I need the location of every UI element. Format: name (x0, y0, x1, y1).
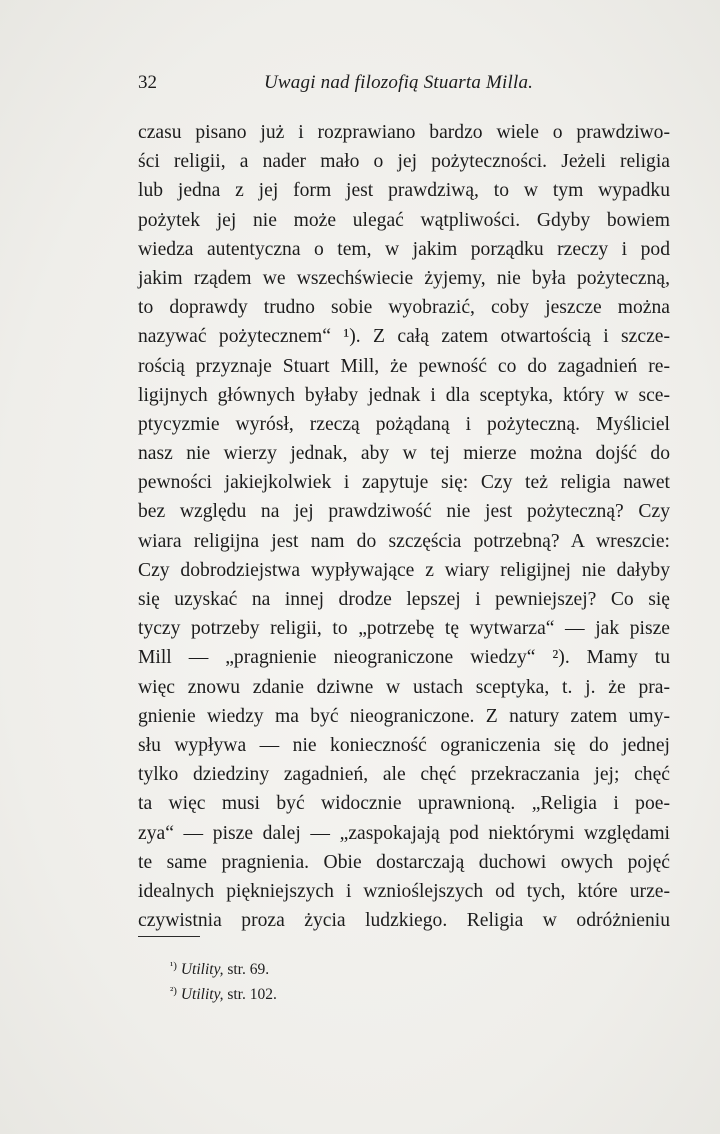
text-line: ści religii, a nader mało o jej pożyteczności. Jeżeli religia (138, 151, 670, 173)
body-text (138, 118, 670, 935)
text-line: te same pragnienia. Obie dostarczają duchowi owych pojęć (138, 851, 670, 873)
text-line: Mill — „pragnienie nieograniczone wiedzy“ ²). Mamy tu (138, 647, 670, 669)
text-line: wiara religijna jest nam do szczęścia potrzebną? A wreszcie: (138, 530, 670, 552)
footnote (170, 979, 570, 1004)
text-line: pożytek jej nie może ulegać wątpliwości. Gdyby bowiem (138, 209, 670, 231)
text-line: ta więc musi być widocznie uprawnioną. „Religia i poe- (138, 793, 670, 815)
text-line: nasz nie wierzy jednak, aby w tej mierze można dojść do (138, 443, 670, 465)
text-line: zya“ — pisze dalej — „zaspokajają pod niektórymi względami (138, 822, 670, 844)
running-title: Uwagi nad filozofią Stuarta Milla. (264, 72, 534, 93)
text-line: ligijnych głównych byłaby jednak i dla sceptyka, który w sce- (138, 384, 670, 406)
footnote-work-title: Utility, (180, 961, 224, 978)
text-line: ptycyzmie wyrósł, rzeczą pożądaną i pożyteczną. Myśliciel (138, 413, 670, 435)
text-line: nazywać pożytecznem“ ¹). Z całą zatem otwartością i szcze- (138, 326, 670, 348)
footnotes (170, 954, 570, 1004)
text-line: więc znowu zdanie dziwne w ustach sceptyka, t. j. że pra- (138, 676, 670, 698)
page-number: 32 (138, 72, 157, 93)
text-line: gnienie wiedzy ma być nieograniczone. Z natury zatem umy- (138, 705, 670, 727)
text-line: idealnych piękniejszych i wznioślejszych od tych, które urze- (138, 880, 670, 902)
text-line: pewności jakiejkolwiek i zapytuje się: Czy też religia nawet (138, 472, 670, 494)
text-line: tylko dziedziny zagadnień, ale chęć przekraczania jej; chęć (138, 764, 670, 786)
footnote (170, 954, 570, 979)
text-line: wiedza autentyczna o tem, w jakim porządku rzeczy i pod (138, 238, 670, 260)
text-line: czywistnia proza życia ludzkiego. Religia w odróżnieniu (138, 910, 670, 932)
footnote-marker: ¹) (170, 960, 177, 972)
text-line: się uzyskać na innej drodze lepszej i pewniejszej? Co się (138, 589, 670, 610)
footnote-marker: ²) (170, 985, 177, 997)
footnote-divider (138, 936, 200, 937)
text-line: Czy dobrodziejstwa wypływające z wiary religijnej nie dałyby (138, 559, 670, 581)
text-line: tyczy potrzeby religii, to „potrzebę tę wytwarza“ — jak pisze (138, 618, 670, 640)
text-line: jakim rządem we wszechświecie żyjemy, nie była pożyteczną, (138, 267, 670, 289)
text-line: słu wypływa — nie konieczność ograniczenia się do jednej (138, 734, 670, 756)
footnote-work-title: Utility, (180, 986, 224, 1003)
footnote-reference: str. 102. (227, 986, 277, 1003)
text-line: czasu pisano już i rozprawiano bardzo wiele o prawdziwo- (138, 122, 670, 143)
text-line: to doprawdy trudno sobie wyobrazić, coby jeszcze można (138, 297, 670, 319)
footnote-reference: str. 69. (227, 961, 270, 978)
text-line: rością przyznaje Stuart Mill, że pewność co do zagadnień re- (138, 355, 670, 377)
running-head (138, 72, 670, 96)
text-line: lub jedna z jej form jest prawdziwą, to w tym wypadku (138, 180, 670, 202)
text-line: bez względu na jej prawdziwość nie jest pożyteczną? Czy (138, 501, 670, 523)
